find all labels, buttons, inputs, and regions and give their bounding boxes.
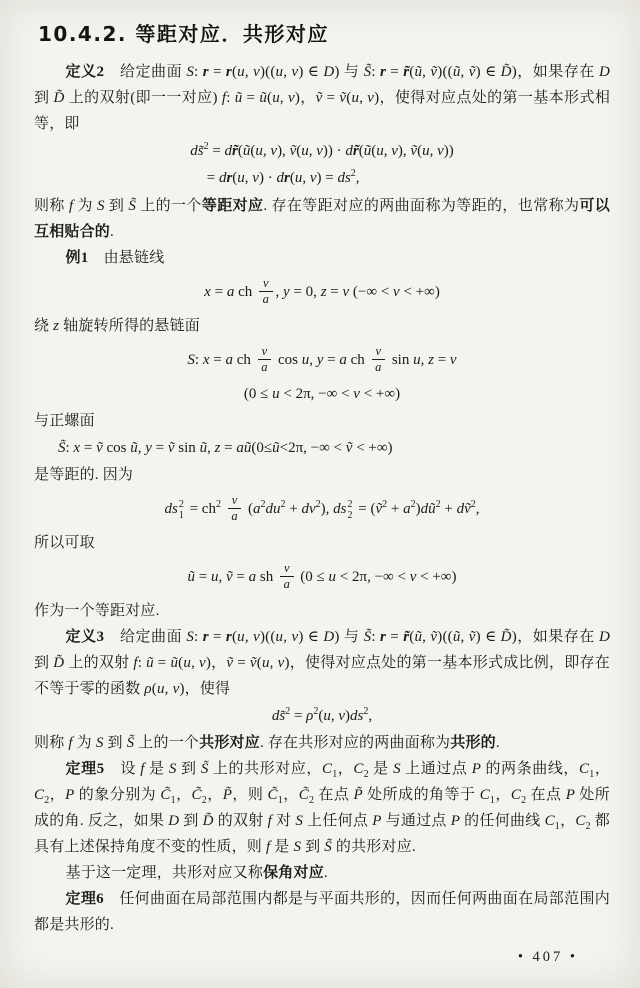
isometric-because-paragraph: 是等距的. 因为 (34, 467, 134, 483)
example-1-label: 例1 由悬链线 (65, 250, 165, 266)
equation-catenary: x = a ch $\frac{v}{a}$ , y = 0, z = v (−∞ < v < +∞) (204, 275, 440, 307)
theorem-5-paragraph: 定理5 设 f 是 S 到 S̃ 上的共形对应，$C_1$，$C_2$ 是 S 上通过点 P 的两条曲线，$C_1$，$C_2$，P 的象分别为 $C̃_1$，$C̃_2$，P̃，则 $C̃_1$，$C̃_2$ 在点 P̃ 处所成的角等于 $C_1$，$C_2$ 在点 P 处所成的角. 反之，如果 D 到 D̃ 的双射 f 对 S 上任何点 P 与通过点 P 的任何曲线 $C_1$，$C_2$ 都具有上述保持角度不变的性质，则 f 是 S 到 S̃ 的共形对应. (34, 761, 611, 855)
isometry-definition-paragraph: 则称 f 为 S 到 S̃ 上的一个等距对应. 存在等距对应的两曲面称为等距的，也常称为可以互相贴合的. (34, 198, 610, 240)
equation-conformal: ds̃$^2$ = $\rho^2(u$, $v)ds^2$, (271, 706, 373, 724)
definition-3-paragraph: 定义3 给定曲面 S: r = r(u, v)((u, v) ∈ D) 与 S̃: r = r̃(ũ, ṽ)((ũ, ṽ) ∈ D̃)，如果存在 D 到 D̃ 上的双射 f: ũ = ũ(u, v)，ṽ = ṽ(u, v)，使得对应点处的第一基本形式成比例，即存在不等于零的函数 ρ(u, v)，使得 (34, 629, 611, 697)
equation-isometry-block (190, 138, 454, 192)
definition-2-paragraph: 定义2 给定曲面 S: r = r(u, v)((u, v) ∈ D) 与 S̃: r = r̃(ũ, ṽ)((ũ, ṽ) ∈ D̃)，如果存在 D 到 D̃ 上的双射(即一一对应) f: ũ = ũ(u, v)，ṽ = ṽ(u, v)，使得对应点处的第一基本形式相等，即 (34, 64, 611, 132)
equation-first-fundamental-forms: ds 2 1 = $ch^2$ $\frac{v}{a}$ $(a^2du^2 + dv^2)$, ds 2 2 = (ṽ$^2$ + $a^2)dũ^2$ + dṽ$^2$, (164, 492, 480, 524)
so-take-paragraph: 所以可取 (34, 535, 95, 551)
as-isometry-paragraph: 作为一个等距对应. (34, 603, 160, 619)
page-number: • 407 • (517, 949, 578, 965)
conformal-definition-paragraph: 则称 f 为 S 到 S̃ 上的一个共形对应. 存在共形对应的两曲面称为共形的. (34, 735, 500, 751)
equation-isometry-line1: ds̃$^2$ = dr̃(ũ(u, v), ṽ(u, v)) · dr̃(ũ(u, v), ṽ(u, v)) (190, 141, 454, 159)
section-heading: 10.4.2. 等距对应．共形对应 (38, 22, 329, 46)
helicoid-intro-paragraph: 与正螺面 (34, 413, 95, 429)
equation-isometry-line2: = dr(u, v) · dr(u, $v) = ds^2$, (206, 168, 360, 186)
rotation-paragraph: 绕 z 轴旋转所得的悬链面 (34, 318, 200, 334)
theorem-6-paragraph: 定理6 任何曲面在局部范围内都是与平面共形的，因而任何两曲面在局部范围内都是共形的. (34, 891, 610, 933)
equation-catenoid: S: x = a ch $\frac{v}{a}$ cos u, y = a ch $\frac{v}{a}$ sin u, z = v (187, 343, 457, 375)
equation-isometry (34, 138, 610, 192)
equation-correspondence: ũ = u, ṽ = a sh $\frac{v}{a}$ (0 ≤ u < 2π, −∞ < v < +∞) (187, 560, 457, 592)
angle-preserving-paragraph: 基于这一定理，共形对应又称保角对应. (65, 865, 328, 881)
equation-catenoid-domain: (0 ≤ u < 2π, −∞ < v < +∞) (243, 386, 401, 402)
equation-helicoid: S̃: x = ṽ cos ũ, y = ṽ sin ũ, z = aũ(0≤ũ<2π, −∞ < ṽ < +∞) (58, 440, 393, 456)
